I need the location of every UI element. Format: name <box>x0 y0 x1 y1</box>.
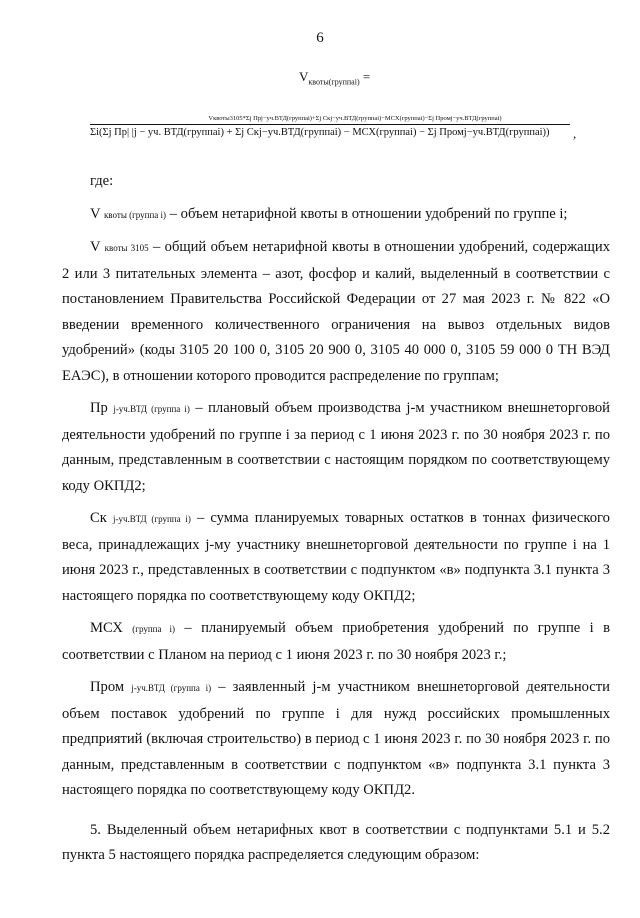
definition-msh <box>62 616 610 668</box>
definition-symbol: Пр <box>90 400 108 416</box>
definition-pr <box>62 396 610 499</box>
definition-symbol: МСХ <box>90 620 123 636</box>
formula-numerator: Vквоты3105*Σj Прj−уч.ВТД(группаi)+Σj Скj−уч.ВТД(группаi)−МСХ(группаi)−Σj Промj−уч.ВТД(группаi) <box>208 115 502 122</box>
definition-prom <box>62 675 610 804</box>
page-number: 6 <box>316 30 324 46</box>
where-label: где: <box>90 173 114 189</box>
definition-symbol: Ск <box>90 510 107 526</box>
formula-denominator: Σi(Σj Пр| |j − уч. ВТД(группаi) + Σj Скj−уч.ВТД(группаi) − МСХ(группаi) − Σj Промj−уч.ВТД(группаi)) <box>90 127 550 138</box>
definition-text: – планируемый объем приобретения удобрений по группе i в соответствии с Планом на период с 1 июня 2023 г. по 30 ноября 2023 г.; <box>62 620 611 663</box>
formula-lhs-subscript: квоты(группаi) <box>308 77 360 87</box>
definition-text: – сумма планируемых товарных остатков в тоннах физического веса, принадлежащих j-му участнику внешнеторговой деятельности по группе i на 1 июня 2023 г., представленных в соответствии с подпунктом «в» подпункта 3.1 пункта 3 настоящего порядка по соответствующему коду ОКПД2; <box>62 510 610 604</box>
definition-sk <box>62 506 610 609</box>
definition-subscript: j-уч.ВТД (группа i) <box>113 404 190 414</box>
document-body <box>62 169 610 869</box>
formula-lhs <box>299 69 370 87</box>
definition-v-quota-group <box>62 202 610 229</box>
formula-lhs-symbol: V <box>299 69 309 84</box>
definition-subscript: (группа i) <box>132 624 175 634</box>
definition-v-quota-3105 <box>62 235 610 389</box>
formula-equals: = <box>362 69 371 84</box>
definition-symbol: V <box>90 205 101 222</box>
formula-comma: , <box>573 126 577 141</box>
definition-text: – плановый объем производства j-м участником внешнеторговой деятельности удобрений по группе i за период с 1 июня 2023 г. по 30 ноября 2023 г. по данным, представленным в соответствии с настоящим порядком по соответствующему коду ОКПД2; <box>62 400 610 494</box>
definition-symbol: V <box>90 239 101 255</box>
definition-symbol: Пром <box>90 679 125 695</box>
definition-text: – заявленный j-м участником внешнеторговой деятельности объем поставок удобрений по группе i для нужд российских промышленных предприятий (включая строительство) в период с 1 июня 2023 г. по 30 ноября 2023 г. по данным, представленным в соответствии с подпунктом «в» подпункта 3.1 пункта 3 настоящего порядка по соответствующему коду ОКПД2. <box>62 679 610 798</box>
definition-text: – общий объем нетарифной квоты в отношении удобрений, содержащих 2 или 3 питательных элемента – азот, фосфор и калий, выделенный в соответствии с постановлением Правительства Российской Федерации от 27 мая 2023 г. № 822 «О введении временного количественного ограничения на вывоз отдельных видов удобрений» (коды 3105 20 100 0, 3105 20 900 0, 3105 40 000 0, 3105 59 000 0 ТН ВЭД ЕАЭС), в отношении которого проводится распределение по группам; <box>62 239 610 384</box>
paragraph-5: 5. Выделенный объем нетарифных квот в соответствии с подпунктами 5.1 и 5.2 пункта 5 настоящего порядка распределяется следующим образом: <box>62 821 610 863</box>
definition-subscript: j-уч.ВТД (группа i) <box>131 683 212 693</box>
definition-subscript: j-уч.ВТД (группа i) <box>112 514 191 524</box>
definition-subscript: квоты (группа i) <box>103 209 167 220</box>
definition-text: – объем нетарифной квоты в отношении удобрений по группе i; <box>166 205 568 222</box>
definition-subscript: квоты 3105 <box>104 243 149 253</box>
formula-fraction <box>90 115 570 138</box>
